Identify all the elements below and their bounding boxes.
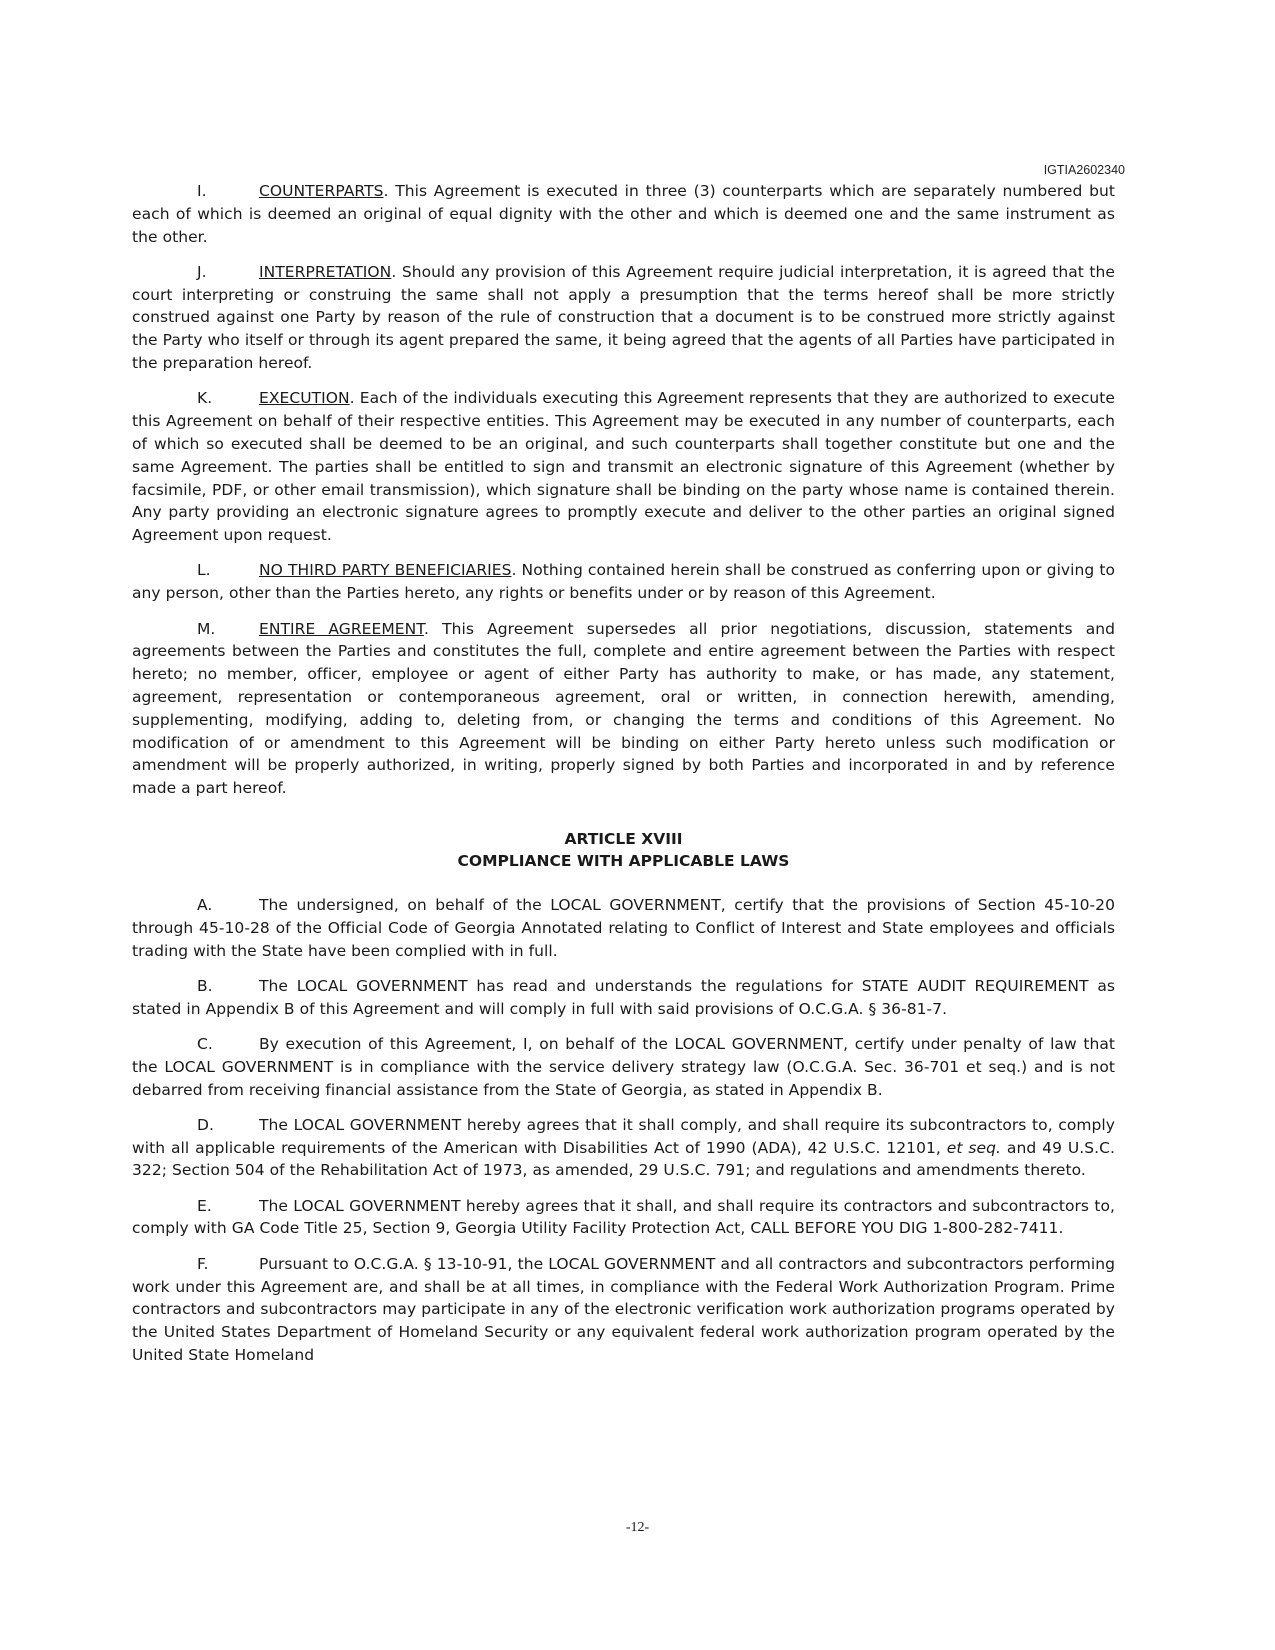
paragraph-text: The undersigned, on behalf of the LOCAL GOVERNMENT, certify that the provisions of Section 45-10-20 through 45-10-28 of the Official Code of Georgia Annotated relating to Conflict of Interest and State employees and officials trading with the State have been complied with in full. — [132, 895, 1115, 960]
paragraph-counterparts — [132, 180, 1115, 248]
paragraph-text: The LOCAL GOVERNMENT hereby agrees that it shall comply, and shall require its subcontractors to, comply with all applicable requirements of the American with Disabilities Act of 1990 (ADA), 42 U.S.C. 12101, — [132, 1115, 1115, 1157]
paragraph-article-f — [132, 1253, 1115, 1367]
paragraph-heading: COUNTERPARTS — [259, 182, 384, 200]
paragraph-text: and 49 U.S.C. 322; Section 504 of the Rehabilitation Act of 1973, as amended, 29 U.S.C. 791; and regulations and amendments thereto. — [132, 1138, 1115, 1180]
paragraph-heading: ENTIRE AGREEMENT — [259, 619, 424, 638]
paragraph-heading: NO THIRD PARTY BENEFICIARIES — [259, 561, 512, 580]
paragraph-letter: M. — [197, 619, 216, 638]
paragraph-letter: B. — [197, 976, 213, 995]
paragraph-text: . Each of the individuals executing this Agreement represents that they are authorized to execute this Agreement on behalf of their respective entities. This Agreement may be executed in any number of counterparts, each of which so executed shall be deemed to be an original, and such counterparts shall together constitute but one and the same Agreement. The parties shall be entitled to sign and transmit an electronic signature of this Agreement (whether by facsimile, PDF, or other email transmission), which signature shall be binding on the party whose name is contained therein. Any party providing an electronic signature agrees to promptly execute and deliver to the other parties an original signed Agreement upon request. — [132, 389, 1115, 545]
paragraph-entire-agreement — [132, 618, 1115, 800]
page-number: -12- — [625, 1520, 650, 1535]
paragraph-letter: F. — [197, 1254, 209, 1273]
paragraph-text: . Should any provision of this Agreement require judicial interpretation, it is agreed that the court interpreting or construing the same shall not apply a presumption that the terms hereof shall be more strictly construed against one Party by reason of the rule of construction that a document is to be construed more strictly against the Party who itself or through its agent prepared the same, it being agreed that the agents of all Parties have participated in the preparation hereof. — [132, 262, 1115, 373]
paragraph-interpretation — [132, 261, 1115, 375]
paragraph-letter: J. — [197, 262, 207, 281]
paragraph-execution — [132, 387, 1115, 547]
article-number: ARTICLE XVIII — [564, 829, 683, 848]
paragraph-text: . This Agreement supersedes all prior negotiations, discussion, statements and agreements between the Parties and constitutes the full, complete and entire agreement between the Parties with respect hereto; no member, officer, employee or agent of either Party has authority to make, or has made, any statement, agreement, representation or contemporaneous agreement, oral or written, in connection herewith, amending, supplementing, modifying, adding to, deleting from, or changing the terms and conditions of this Agreement. No modification of or amendment to this Agreement will be binding on either Party hereto unless such modification or amendment will be properly authorized, in writing, properly signed by both Parties and incorporated in and by reference made a part hereof. — [132, 619, 1116, 798]
paragraph-article-b — [132, 975, 1115, 1021]
paragraph-heading: EXECUTION — [259, 389, 350, 408]
paragraph-text-italic: et seq. — [946, 1138, 1002, 1157]
document-body — [132, 180, 1115, 1379]
paragraph-letter: A. — [197, 895, 213, 914]
article-title: COMPLIANCE WITH APPLICABLE LAWS — [457, 851, 790, 870]
paragraph-article-d — [132, 1114, 1115, 1182]
paragraph-letter: E. — [197, 1196, 212, 1215]
paragraph-letter: L. — [197, 561, 211, 580]
paragraph-text: Pursuant to O.C.G.A. § 13-10-91, the LOCAL GOVERNMENT and all contractors and subcontractors performing work under this Agreement are, and shall be at all times, in compliance with the Federal Work Authorization Program. Prime contractors and subcontractors may participate in any of the electronic verification work authorization programs operated by the United States Department of Homeland Security or any equivalent federal work authorization program operated by the United State Homeland — [132, 1254, 1115, 1364]
paragraph-text: By execution of this Agreement, I, on behalf of the LOCAL GOVERNMENT, certify under penalty of law that the LOCAL GOVERNMENT is in compliance with the service delivery strategy law (O.C.G.A. Sec. 36-701 et seq.) and is not debarred from receiving financial assistance from the State of Georgia, as stated in Appendix B. — [132, 1034, 1115, 1099]
paragraph-article-c — [132, 1033, 1115, 1101]
paragraph-letter: C. — [197, 1034, 213, 1053]
paragraph-no-third-party-beneficiaries — [132, 559, 1115, 605]
paragraph-heading: INTERPRETATION — [259, 262, 392, 281]
article-heading — [132, 828, 1115, 872]
paragraph-text: The LOCAL GOVERNMENT has read and understands the regulations for STATE AUDIT REQUIREMENT as stated in Appendix B of this Agreement and will comply in full with said provisions of O.C.G.A. § 36-81-7. — [132, 976, 1115, 1018]
paragraph-letter: D. — [197, 1115, 214, 1134]
paragraph-text: . This Agreement is executed in three (3) counterparts which are separately numbered but each of which is deemed an original of equal dignity with the other and which is deemed one and the same instrument as the other. — [132, 182, 1115, 246]
paragraph-article-e — [132, 1195, 1115, 1241]
paragraph-letter: K. — [197, 389, 213, 408]
paragraph-article-a — [132, 894, 1115, 962]
paragraph-text: The LOCAL GOVERNMENT hereby agrees that it shall, and shall require its contractors and subcontractors to, comply with GA Code Title 25, Section 9, Georgia Utility Facility Protection Act, CALL BEFORE YOU DIG 1-800-282-7411. — [132, 1196, 1115, 1238]
paragraph-letter: I. — [197, 182, 207, 200]
document-id: IGTIA2602340 — [1043, 163, 1125, 177]
paragraph-text: . Nothing contained herein shall be construed as conferring upon or giving to any person, other than the Parties hereto, any rights or benefits under or by reason of this Agreement. — [132, 561, 1116, 603]
